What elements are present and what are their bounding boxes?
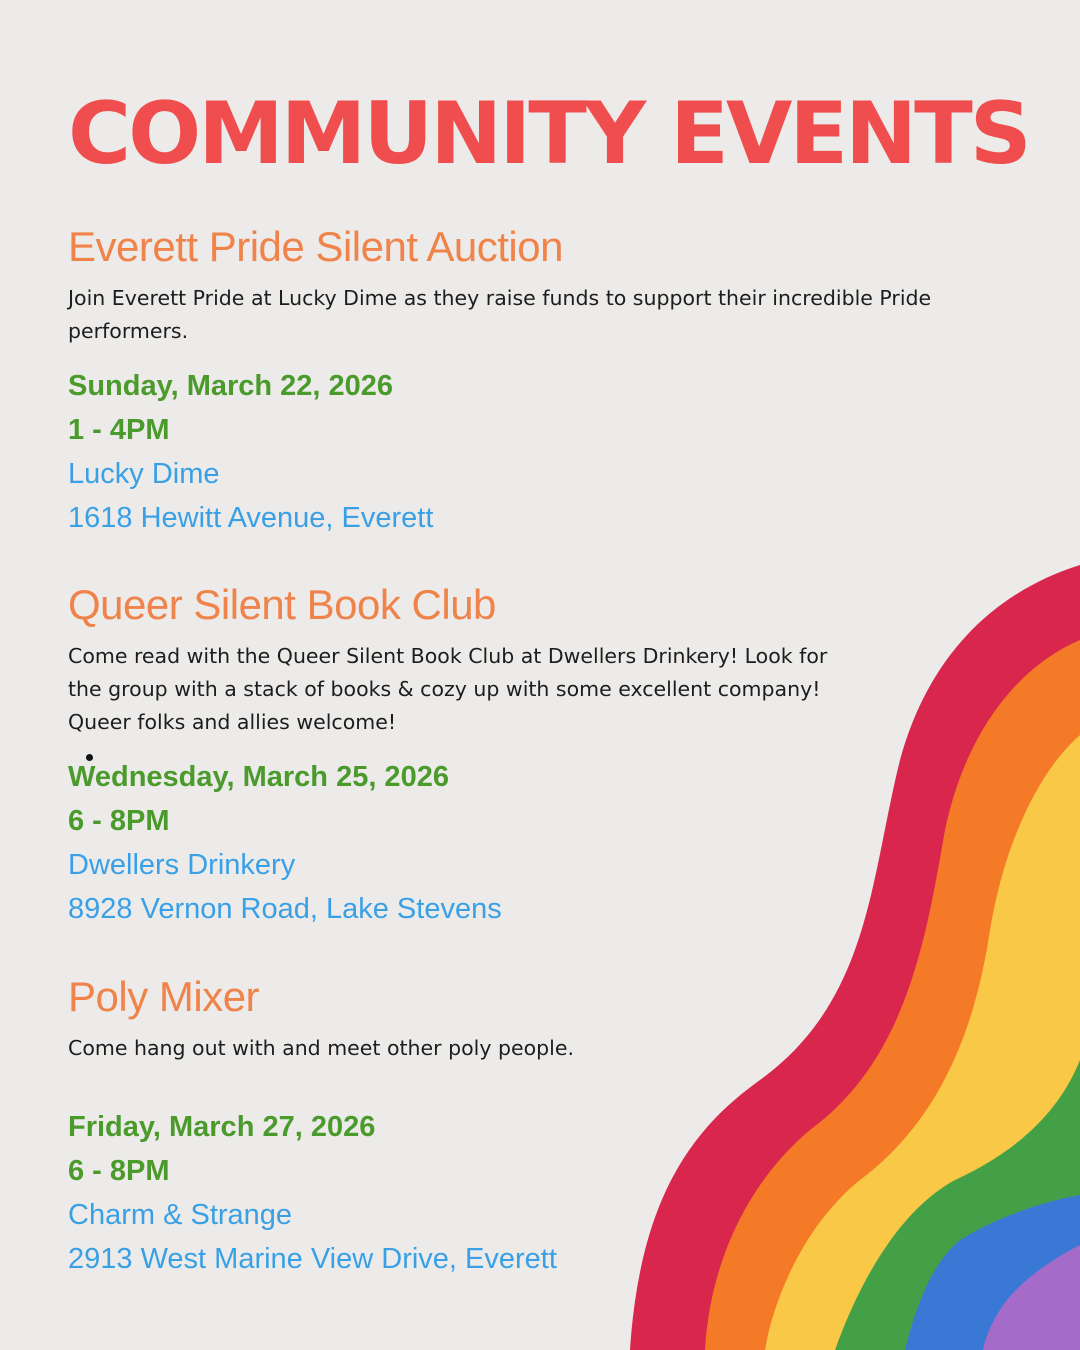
event-card [68,972,968,1281]
event-address: 1618 Hewitt Avenue, Everett [68,502,434,534]
event-card [68,580,968,931]
event-date: Friday, March 27, 2026 [68,1111,376,1143]
event-description: Join Everett Pride at Lucky Dime as they raise funds to support their incredible Pride performers. [68,286,932,343]
page-title: COMMUNITY EVENTS [68,84,1029,184]
event-details [68,755,968,931]
event-description: Come hang out with and meet other poly people. [68,1036,574,1060]
event-venue: Lucky Dime [68,458,220,490]
event-date: Wednesday, March 25, 2026 [68,761,449,793]
event-time: 6 - 8PM [68,805,170,837]
event-address: 2913 West Marine View Drive, Everett [68,1243,557,1275]
event-details [68,364,968,540]
event-title: Poly Mixer [68,973,260,1020]
event-description: Come read with the Queer Silent Book Club at Dwellers Drinkery! Look for the group with a stack of books & cozy up with some excellent company! Queer folks and allies welcome! [68,644,828,734]
event-title: Queer Silent Book Club [68,581,496,628]
event-details [68,1105,968,1281]
event-title: Everett Pride Silent Auction [68,223,563,270]
event-card [68,222,968,540]
event-venue: Charm & Strange [68,1199,293,1231]
event-address: 8928 Vernon Road, Lake Stevens [68,893,502,925]
event-time: 1 - 4PM [68,414,170,446]
event-date: Sunday, March 22, 2026 [68,370,394,402]
event-time: 6 - 8PM [68,1155,170,1187]
event-venue: Dwellers Drinkery [68,849,296,881]
events-content [68,0,1029,1350]
bullet-dot [86,754,93,761]
